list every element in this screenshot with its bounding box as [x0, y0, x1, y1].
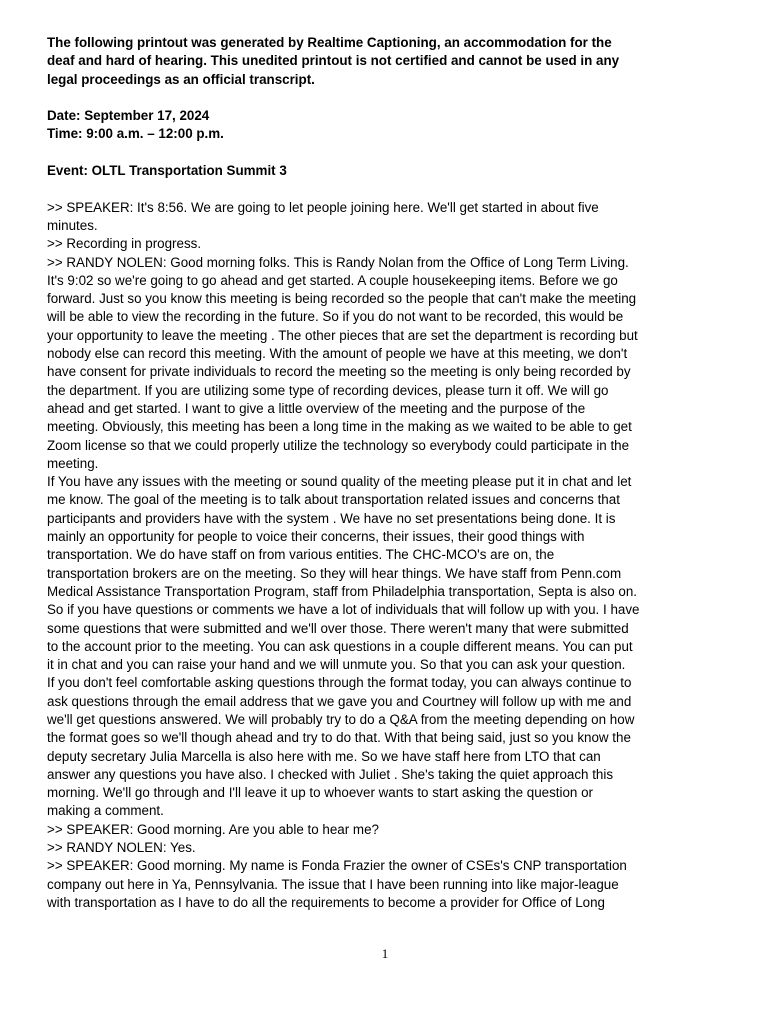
- transcript-line: meeting.: [47, 455, 99, 471]
- transcript-line: >> SPEAKER: Good morning. Are you able to hear me?: [47, 821, 379, 837]
- event-time: Time: 9:00 a.m. – 12:00 p.m.: [47, 126, 224, 142]
- transcript-line: some questions that were submitted and we'll over those. There weren't many that were submitted: [47, 620, 629, 636]
- transcript-line: So if you have questions or comments we have a lot of individuals that will follow up with you. I have: [47, 602, 640, 618]
- transcript-line: will be able to view the recording in the future. So if you do not want to be recorded, this would be: [47, 309, 624, 325]
- transcript-body: [47, 199, 737, 913]
- disclaimer-line: deaf and hard of hearing. This unedited printout is not certified and cannot be used in any: [47, 53, 620, 69]
- event-date: Date: September 17, 2024: [47, 108, 210, 124]
- transcript-line: forward. Just so you know this meeting is being recorded so the people that can't make the meeting: [47, 291, 637, 307]
- transcript-line: transportation. We do have staff on from various entities. The CHC-MCO's are on, the: [47, 547, 555, 563]
- transcript-line: >> SPEAKER: It's 8:56. We are going to let people joining here. We'll get started in about five: [47, 199, 599, 215]
- transcript-line: answer any questions you have also. I checked with Juliet . She's taking the quiet approach this: [47, 766, 614, 782]
- transcript-page: [47, 34, 737, 912]
- page-number: 1: [381, 946, 389, 961]
- transcript-line: participants and providers have with the system . We have no set presentations being done. It is: [47, 510, 616, 526]
- transcript-line: If you don't feel comfortable asking questions through the format today, you can always continue to: [47, 675, 632, 691]
- transcript-line: deputy secretary Julia Marcella is also here with me. So we have staff here from LTO that can: [47, 748, 601, 764]
- transcript-line: it in chat and you can raise your hand and we will unmute you. So that you can ask your question.: [47, 657, 626, 673]
- transcript-line: mainly an opportunity for people to voice their concerns, their issues, their good things with: [47, 529, 585, 545]
- transcript-line: the format goes so we'll though ahead and try to do that. With that being said, just so you know the: [47, 730, 631, 746]
- transcript-line: ahead and get started. I want to give a little overview of the meeting and the purpose of the: [47, 400, 586, 416]
- disclaimer-line: legal proceedings as an official transcript.: [47, 71, 315, 87]
- transcript-line: company out here in Ya, Pennsylvania. The issue that I have been running into like major-league: [47, 876, 619, 892]
- transcript-line: nobody else can record this meeting. With the amount of people we have at this meeting, we don't: [47, 346, 628, 362]
- transcript-line: >> SPEAKER: Good morning. My name is Fonda Frazier the owner of CSEs's CNP transportation: [47, 858, 627, 874]
- transcript-line: me know. The goal of the meeting is to talk about transportation related issues and concerns that: [47, 492, 620, 508]
- transcript-line: morning. We'll go through and I'll leave it up to whoever wants to start asking the question or: [47, 785, 594, 801]
- caption-disclaimer: [47, 34, 737, 89]
- transcript-line: transportation brokers are on the meeting. So they will hear things. We have staff from Penn.com: [47, 565, 622, 581]
- transcript-line: making a comment.: [47, 803, 164, 819]
- transcript-line: Zoom license so that we could properly utilize the technology so everybody could participate in the: [47, 437, 630, 453]
- transcript-line: >> RANDY NOLEN: Good morning folks. This is Randy Nolan from the Office of Long Term Living.: [47, 254, 629, 270]
- transcript-line: the department. If you are utilizing some type of recording devices, please turn it off. We will go: [47, 382, 609, 398]
- transcript-line: with transportation as I have to do all the requirements to become a provider for Office of Long: [47, 894, 606, 910]
- transcript-line: to the account prior to the meeting. You can ask questions in a couple different means. You can put: [47, 638, 633, 654]
- transcript-line: we'll get questions answered. We will probably try to do a Q&A from the meeting depending on how: [47, 711, 635, 727]
- transcript-line: your opportunity to leave the meeting . The other pieces that are set the department is recording but: [47, 327, 638, 343]
- transcript-line: meeting. Obviously, this meeting has been a long time in the making as we waited to be able to get: [47, 419, 632, 435]
- transcript-line: Medical Assistance Transportation Program, staff from Philadelphia transportation, Septa is also on.: [47, 583, 637, 599]
- transcript-line: It's 9:02 so we're going to go ahead and get started. A couple housekeeping items. Before we go: [47, 272, 618, 288]
- transcript-line: ask questions through the email address that we gave you and Courtney will follow up with me and: [47, 693, 632, 709]
- event-title: Event: OLTL Transportation Summit 3: [47, 163, 287, 179]
- transcript-line: have consent for private individuals to record the meeting so the meeting is only being recorded by: [47, 364, 631, 380]
- transcript-line: minutes.: [47, 217, 98, 233]
- transcript-line: If You have any issues with the meeting or sound quality of the meeting please put it in chat and let: [47, 474, 632, 490]
- disclaimer-line: The following printout was generated by Realtime Captioning, an accommodation for the: [47, 35, 612, 50]
- transcript-line: >> Recording in progress.: [47, 236, 202, 252]
- transcript-line: >> RANDY NOLEN: Yes.: [47, 840, 196, 856]
